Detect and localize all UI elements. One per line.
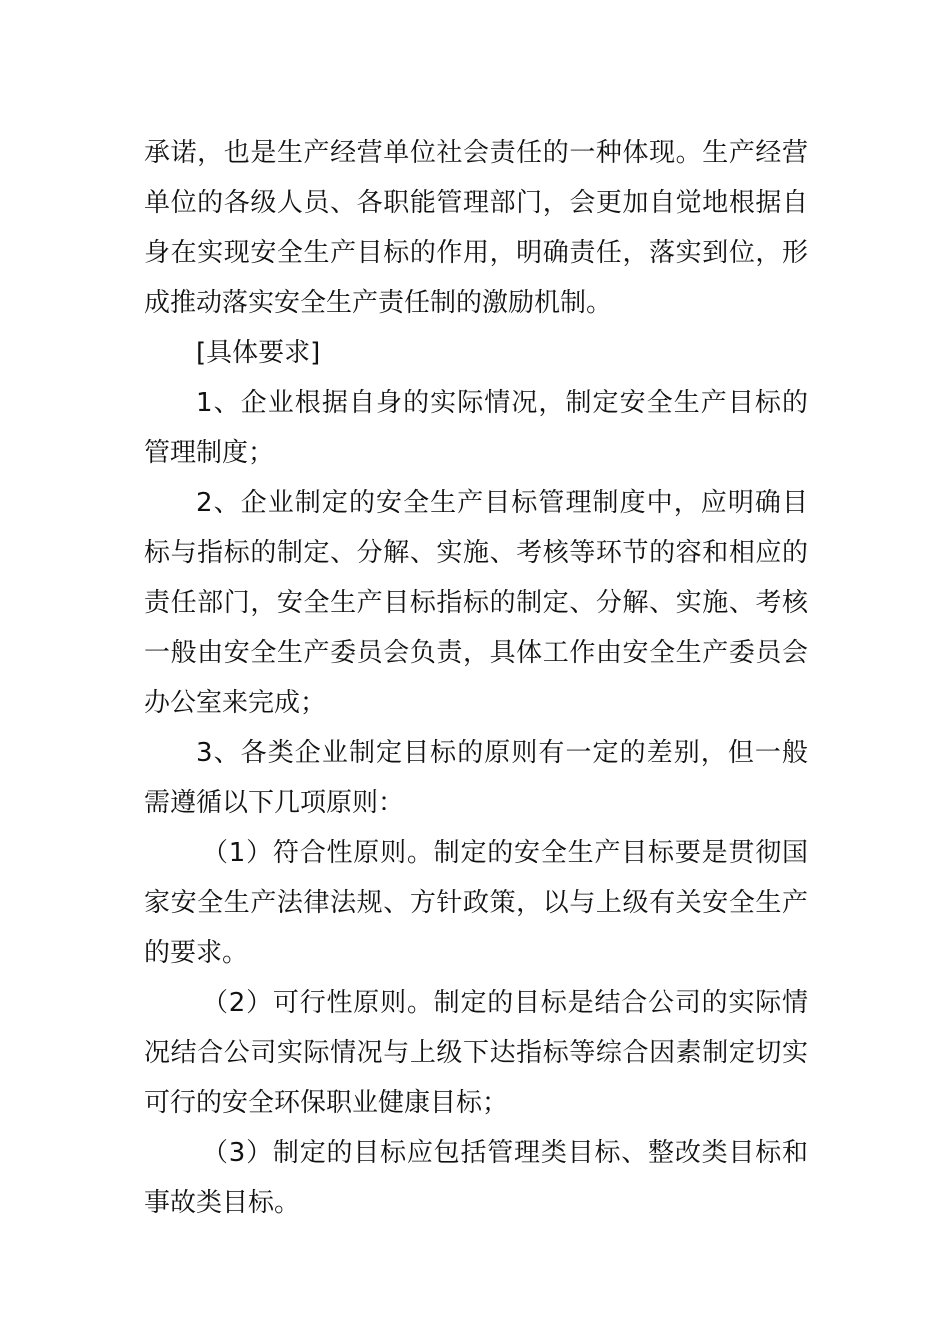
paragraph-principle-2: （2）可行性原则。制定的目标是结合公司的实际情况结合公司实际情况与上级下达指标等综合因素制定切实可行的安全环保职业健康目标； [144, 988, 808, 1118]
paragraph-requirements-heading: [具体要求] [196, 338, 321, 368]
document-page [144, 128, 808, 1228]
paragraph-continuation: 承诺，也是生产经营单位社会责任的一种体现。生产经营单位的各级人员、各职能管理部门，会更加自觉地根据自身在实现安全生产目标的作用，明确责任，落实到位，形成推动落实安全生产责任制的激励机制。 [144, 138, 808, 318]
paragraph-item-1: 1、企业根据自身的实际情况，制定安全生产目标的管理制度； [144, 388, 808, 468]
paragraph-item-3: 3、各类企业制定目标的原则有一定的差别，但一般需遵循以下几项原则： [144, 738, 808, 818]
paragraph-principle-3: （3）制定的目标应包括管理类目标、整改类目标和事故类目标。 [144, 1138, 808, 1218]
paragraph-item-2: 2、企业制定的安全生产目标管理制度中，应明确目标与指标的制定、分解、实施、考核等环节的容和相应的责任部门，安全生产目标指标的制定、分解、实施、考核一般由安全生产委员会负责，具体工作由安全生产委员会办公室来完成； [144, 488, 808, 718]
paragraph-principle-1: （1）符合性原则。制定的安全生产目标要是贯彻国家安全生产法律法规、方针政策，以与上级有关安全生产的要求。 [144, 838, 808, 968]
